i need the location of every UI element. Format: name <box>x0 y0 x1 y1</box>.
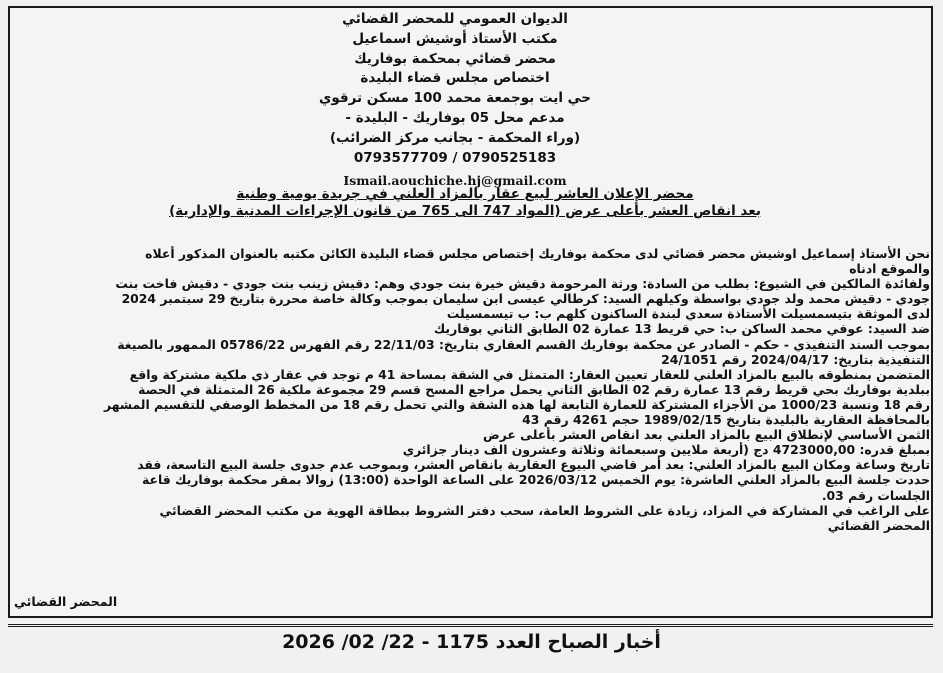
body-line: ضد السيد: عوفي محمد الساكن ب: حي قريط 13 عمارة 02 الطابق الثاني بوفاريك <box>433 321 930 337</box>
body-line: بموجب السند التنفيذي - حكم - الصادر عن محكمة بوفاريك القسم العقاري بتاريخ: 22/11/03 رقم الفهرس 05786/22 الممهور بالصيغة <box>117 336 930 352</box>
body-line: نحن الأستاذ إسماعيل اوشيش محضر قضائي لدى محكمة بوفاريك إختصاص مجلس قضاء البليدة الكائن مكتبه بالعنوان المذكور أعلاه <box>145 246 930 261</box>
email-address: Ismail.aouchiche.hj@gmail.com <box>343 173 567 189</box>
header-line: اختصاص مجلس قضاء البليدة <box>360 70 550 87</box>
body-line: تاريخ وساعة ومكان البيع بالمزاد العلني: بعد أمر قاضي البيوع العقارية بانقاص العشر، وبموجب عدم جدوى جلسة البيع التاسعة، فقد <box>137 457 930 473</box>
body-line: جودي - دقيش محمد ولد جودي بواسطة وكيلهم السيد: كرطالي عيسى ابن سليمان بموجب وكالة خاصة محررة بتاريخ 29 سبتمبر 2024 <box>121 291 930 307</box>
body-line: ببلدية بوفاريك بحي قريط رقم 13 عمارة رقم 02 الطابق الثاني يحمل مراجع المسح قسم 29 مجموعة ملكية 26 المتمثلة في الحصة <box>138 381 930 397</box>
body-line: على الراغب في المشاركة في المزاد، زيادة على الشروط العامة، سحب دفتر الشروط ببطاقة الهوية من مكتب المحضر القضائي <box>159 502 930 518</box>
body-line: والموقع ادناه <box>849 261 930 277</box>
body-line: حددت جلسة البيع بالمزاد العلني العاشرة: يوم الخميس 2026/03/12 على الساعة الواحدة (13:00) زوالا بمقر محكمة بوفاريك قاعة <box>142 472 930 488</box>
notice-body <box>6 246 930 533</box>
body-line: المتضمن بمنطوقه بالبيع بالمزاد العلني للعقار تعيين العقار: المتمثل في الشقة بمساحة 41 م توجد في عقار ذي ملكية مشتركة واقع <box>129 366 930 382</box>
body-line: بمبلغ قدره: 4723000,00 دج (أربعة ملايين وسبعمائة وثلاثة وعشرون الف دينار جزائري <box>402 442 930 458</box>
phone-numbers: 0790525183 / 0793577709 <box>353 149 557 166</box>
header-line: مدعم محل 05 بوفاريك - البليدة - <box>345 109 565 126</box>
title-line: بعد انقاص العشر بأعلى عرض (المواد 747 الى 765 من قانون الإجراءات المدنية والإدارية) <box>169 203 761 219</box>
header-line: (وراء المحكمة - بجانب مركز الضرائب) <box>329 129 581 146</box>
body-line: رقم 18 ونسبة 1000/23 من الأجزاء المشتركة للعمارة التابعة لها هذه الشقة والتي تحمل رقم 18 من المخطط الوصفي للتقسيم المشهر <box>103 396 930 412</box>
body-line: لدى الموثقة بتيسمسيلت الأستاذة سعدي لبندة الساكنون كلهم ب: ب تيسمسيلت <box>446 306 930 322</box>
signature-line: المحضر القضائي <box>14 594 118 609</box>
header-line: الديوان العمومي للمحضر القضائي <box>342 11 568 27</box>
header-line: محضر قضائي بمحكمة بوفاريك <box>354 50 556 67</box>
footer-divider <box>8 624 933 627</box>
notice-title <box>150 186 780 220</box>
body-line: المحضر القضائي <box>827 517 930 533</box>
body-line: الجلسات رقم 03. <box>821 487 930 503</box>
body-line: التنفيذية بتاريخ: 2024/04/17 رقم 24/1051 <box>661 351 930 367</box>
body-line: الثمن الأساسي لإنطلاق البيع بالمزاد العلني بعد انقاص العشر بأعلى عرض <box>483 427 930 443</box>
bailiff-office-header <box>200 10 710 191</box>
header-line: مكتب الأستاذ أوشيش اسماعيل <box>352 30 558 47</box>
newspaper-footer: أخبار الصباح العدد 1175 - 22/ 02/ 2026 <box>282 631 661 653</box>
body-line: ولفائدة المالكين في الشيوع: بطلب من السادة: ورثة المرحومة دقيش خيرة بنت جودي وهم: دقيش زينب بنت جودي - دقيش فاخت بنت <box>115 276 930 292</box>
title-line: محضر الإعلان العاشر لبيع عقار بالمزاد العلني في جريدة يومية وطنية <box>236 186 694 202</box>
header-line: حي ايت بوجمعة محمد 100 مسكن ترقوي <box>318 90 592 107</box>
body-line: بالمحافظة العقارية بالبليدة بتاريخ 1989/02/15 حجم 4261 رقم 43 <box>522 412 930 428</box>
